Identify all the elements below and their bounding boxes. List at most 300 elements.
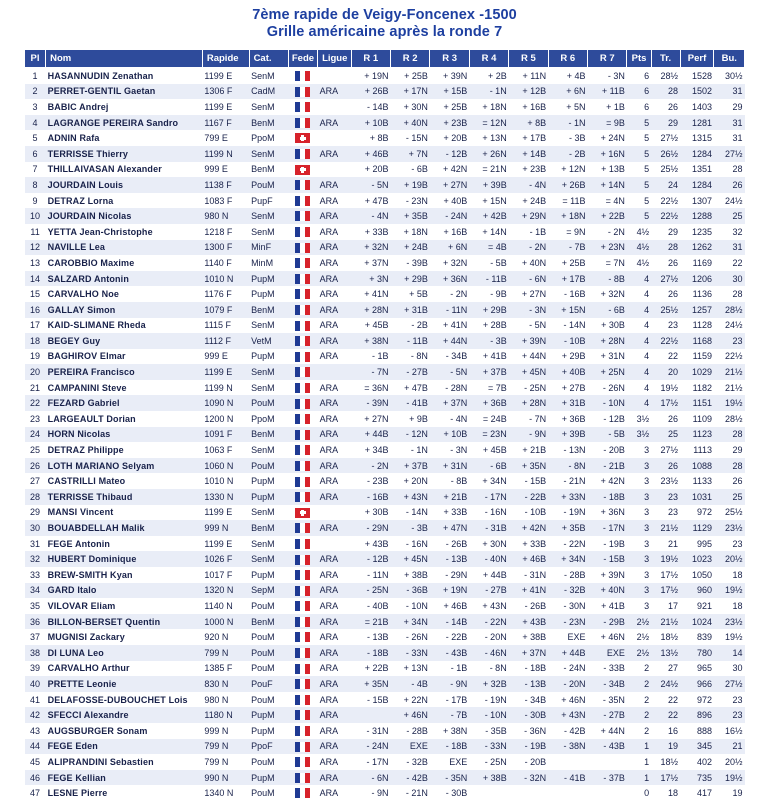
player-rating: 1306 F [204,86,233,97]
player-rating: 1330 N [204,491,234,502]
player-performance: 921 [696,600,712,611]
column-header-r2[interactable]: R 2 [390,50,429,68]
table-row [25,302,745,318]
table-row [25,380,745,396]
player-rating: 1091 F [204,429,233,440]
player-league: ARA [319,226,339,237]
column-header-r4[interactable]: R 4 [469,50,508,68]
player-rank: 36 [30,616,41,627]
round-7-result: - 10N [602,398,625,409]
round-6-result: - 2B [569,148,586,159]
player-league: ARA [319,148,339,159]
player-rank: 25 [30,445,41,456]
player-buchholz: 28½ [724,304,743,315]
round-6-result: + 33N [561,491,586,502]
round-4-result: - 33N [484,741,507,752]
round-2-result: - 16N [405,538,428,549]
round-2-result: - 12N [405,429,428,440]
round-2-result: - 11B [407,335,428,346]
player-performance: 1050 [691,569,712,580]
round-7-result: - 18B [603,491,625,502]
round-7-result: = 4N [605,195,625,206]
round-3-result: + 23B [443,117,468,128]
player-buchholz: 19½ [724,632,743,643]
round-1-result: - 12B [366,554,389,565]
player-performance: 402 [696,756,712,767]
round-6-result: + 18N [561,211,586,222]
round-1-result: + 33B [364,226,389,237]
table-row [25,193,745,209]
player-performance: 965 [696,663,712,674]
player-name: BEGEY Guy [47,335,101,346]
table-row [25,458,745,474]
table-body [25,68,745,801]
player-performance: 780 [696,647,712,658]
player-tiebreak: 17 [668,600,679,611]
player-name: CASTRILLI Mateo [47,476,126,487]
round-1-result: + 30B [364,507,389,518]
column-header-pl[interactable]: Pl [25,50,46,68]
round-5-result: + 44N [521,351,547,362]
flag-france-icon [295,664,310,674]
column-header-cat[interactable]: Cat. [249,50,288,68]
player-federation [288,255,317,271]
round-2-result: + 22N [403,694,428,705]
player-rank: 42 [30,710,41,721]
player-rating: 1112 F [204,335,232,346]
round-3-result: - 28N [445,382,468,393]
player-federation [288,661,317,677]
table-row [25,520,745,536]
round-5-result: - 5N [529,320,547,331]
flag-france-icon [295,196,310,206]
round-1-result: + 37N [364,257,389,268]
round-4-result: + 37B [482,367,507,378]
player-federation [288,520,317,536]
player-buchholz: 30 [732,273,743,284]
player-federation [288,349,317,365]
round-7-result: - 26N [602,382,625,393]
player-buchholz: 25 [732,491,743,502]
player-league: ARA [319,756,339,767]
player-category: BenM [251,429,275,440]
column-header-r1[interactable]: R 1 [351,50,390,68]
player-buchholz: 27½ [724,148,743,159]
table-row [25,146,745,162]
round-4-result [469,785,508,801]
player-rating: 799 N [204,741,229,752]
round-2-result: + 35B [404,211,428,222]
table-row [25,318,745,334]
player-points: 4½ [636,226,650,237]
player-points: 5 [644,148,650,159]
player-rank: 13 [30,257,41,268]
column-header-perf[interactable]: Perf [680,50,714,68]
player-league: ARA [319,86,339,97]
round-7-result: + 46N [600,632,625,643]
round-1-result: - 6N [371,772,389,783]
round-3-result: - 18B [445,741,468,752]
player-name: AUGSBURGER Sonam [47,725,148,736]
player-buchholz: 28½ [724,413,743,424]
round-4-result: - 9B [490,289,507,300]
table-row [25,645,745,661]
column-header-fede[interactable]: Fede [288,50,317,68]
player-rating: 1140 N [204,600,233,611]
round-4-result: + 26N [482,148,507,159]
player-rating: 999 N [204,523,229,534]
player-category: PupM [251,476,275,487]
player-league: ARA [319,335,339,346]
flag-france-icon [295,289,310,299]
player-league [318,130,352,146]
round-4-result: = 23N [482,429,507,440]
table-row [25,505,745,521]
table-header-row [25,50,745,68]
column-header-tr[interactable]: Tr. [651,50,680,68]
player-name: MUGNISI Zackary [47,632,125,643]
round-5-result: + 23B [522,164,547,175]
player-name: BOUABDELLAH Malik [47,523,145,534]
round-5-result: + 11N [522,70,547,81]
player-tiebreak: 29 [668,226,679,237]
player-buchholz: 26 [732,179,743,190]
player-tiebreak: 27 [668,663,679,674]
round-7-result: + 13B [601,164,625,175]
player-rank: 43 [30,725,41,736]
round-2-result: + 30N [403,101,428,112]
player-rating: 1385 F [204,663,233,674]
table-row [25,286,745,302]
player-league: ARA [319,600,339,611]
flag-switzerland-icon [295,508,310,518]
column-header-r6[interactable]: R 6 [548,50,587,68]
round-6-result: - 13N [563,445,586,456]
player-category: PouM [251,632,275,643]
player-buchholz: 28 [732,429,743,440]
player-points: 4 [644,367,650,378]
player-federation [288,364,317,380]
round-4-result: - 19N [484,694,507,705]
round-7-result: + 39N [600,569,625,580]
player-points: 4 [644,320,650,331]
round-3-result: + 27N [443,179,468,190]
player-tiebreak: 27½ [660,273,679,284]
round-6-result: + 25B [561,257,586,268]
player-tiebreak: 26½ [660,148,679,159]
round-7-result: - 34B [603,678,625,689]
player-points: 4 [644,335,650,346]
player-federation [288,645,317,661]
player-tiebreak: 24 [668,179,679,190]
round-1-result: - 9N [371,788,389,799]
round-3-result: + 21B [443,491,468,502]
player-federation [288,770,317,786]
player-category: SenM [251,101,275,112]
player-league [318,364,352,380]
round-6-result: = 11B [562,195,586,206]
round-3-result: + 36N [443,273,468,284]
round-5-result: - 32N [524,772,547,783]
round-2-result: + 24B [404,242,428,253]
round-5-result: + 16B [522,101,547,112]
round-5-result: - 3N [529,304,547,315]
player-performance: 1262 [691,242,712,253]
player-category: PupM [251,351,275,362]
player-rank: 18 [30,335,41,346]
round-7-result: - 21B [603,460,625,471]
player-league: ARA [319,569,339,580]
player-performance: 1031 [691,491,712,502]
player-buchholz: 31 [732,86,743,97]
round-5-result: + 37N [521,647,547,658]
round-6-result: + 17B [561,273,586,284]
round-1-result: + 38N [364,335,389,346]
player-points: 3 [644,445,650,456]
round-3-result: - 2N [450,289,468,300]
round-5-result: - 15B [524,476,547,487]
round-5-result: + 33B [522,538,547,549]
round-5-result: + 14B [522,148,547,159]
flag-france-icon [295,71,310,81]
player-name: FEZARD Gabriel [47,398,120,409]
player-buchholz: 20½ [724,554,743,565]
player-performance: 1257 [691,304,712,315]
player-points: 3½ [636,429,650,440]
player-rank: 45 [30,756,41,767]
player-rank: 22 [30,398,41,409]
round-4-result: - 31B [485,523,507,534]
table-row [25,676,745,692]
player-buchholz: 19½ [724,772,743,783]
round-2-result: + 5B [409,289,428,300]
player-federation [288,193,317,209]
player-buchholz: 23 [732,694,743,705]
player-performance: 417 [696,788,712,799]
page-title [0,0,769,41]
player-federation [288,723,317,739]
player-federation [288,489,317,505]
round-6-result: = 9N [566,226,586,237]
player-performance: 1351 [691,164,712,175]
player-name: DI LUNA Leo [47,647,104,658]
round-6-result [548,754,587,770]
flag-france-icon [295,149,310,159]
round-7-result: - 5B [608,429,625,440]
player-league: ARA [319,491,339,502]
player-federation [288,99,317,115]
round-7-result: - 20B [603,445,625,456]
round-5-result: + 28N [521,398,547,409]
round-3-result: - 7B [450,710,468,721]
player-rating: 1300 F [204,242,233,253]
player-points: 3 [644,585,650,596]
player-tiebreak: 25½ [660,304,679,315]
round-4-result: + 2B [487,70,507,81]
round-5-result: - 20B [524,756,547,767]
player-buchholz: 23½ [724,616,743,627]
player-league: ARA [319,678,339,689]
round-2-result: + 7N [408,148,428,159]
player-name: CAMPANINI Steve [47,382,127,393]
flag-france-icon [295,180,310,190]
round-1-result: + 44B [364,429,389,440]
player-federation [288,271,317,287]
player-tiebreak: 21½ [660,616,679,627]
column-header-bu[interactable]: Bu. [714,50,745,68]
round-2-result: - 27B [406,367,428,378]
table-row [25,208,745,224]
player-rank: 46 [30,772,41,783]
player-tiebreak: 21 [668,538,679,549]
player-performance: 1088 [691,460,712,471]
flag-france-icon [295,710,310,720]
round-6-result: + 44B [561,647,586,658]
round-7-result: + 23N [600,242,625,253]
player-category: PouM [251,694,275,705]
column-header-ligue[interactable]: Ligue [318,50,352,68]
round-7-result: - 43B [603,741,625,752]
player-rank: 27 [30,476,41,487]
round-5-result [509,785,548,801]
round-6-result: - 3B [569,133,586,144]
player-category: PpoF [251,741,273,752]
player-federation [288,130,317,146]
table-row [25,754,745,770]
round-2-result: - 36B [406,585,428,596]
round-3-result: + 19N [443,585,468,596]
column-header-r3[interactable]: R 3 [430,50,469,68]
round-4-result: - 1N [489,86,507,97]
round-6-result: + 36B [561,413,586,424]
flag-france-icon [295,523,310,533]
player-performance: 1133 [692,476,712,487]
round-6-result: + 15N [561,304,586,315]
round-1-result: - 17N [366,756,389,767]
player-federation [288,302,317,318]
player-performance: 1528 [691,70,712,81]
player-tiebreak: 13½ [660,647,679,658]
player-name: BILLON-BERSET Quentin [47,616,161,627]
round-2-result: + 29B [404,273,428,284]
player-points: 4 [644,304,650,315]
player-name: THILLAIVASAN Alexander [47,164,162,175]
player-federation [288,505,317,521]
round-3-result: - 8B [450,476,468,487]
player-league: ARA [319,351,339,362]
player-performance: 1113 [693,445,712,456]
round-7-result [588,785,627,801]
player-buchholz: 28 [732,164,743,175]
player-points: 5 [644,117,650,128]
round-1-result: - 39N [366,398,389,409]
player-performance: 1182 [692,382,712,393]
player-buchholz: 31 [732,117,743,128]
round-5-result: + 27N [521,289,547,300]
round-7-result: + 36N [600,507,625,518]
player-points: 4½ [636,257,650,268]
player-league: ARA [319,663,339,674]
round-1-result: - 2N [371,460,389,471]
round-7-result [588,754,627,770]
player-points: 5 [644,179,650,190]
player-buchholz: 32 [732,226,743,237]
player-league: ARA [319,179,339,190]
player-rank: 38 [30,647,41,658]
player-name: LAGRANGE PEREIRA Sandro [47,117,179,128]
round-4-result: - 35B [485,725,507,736]
round-4-result: + 29B [482,304,507,315]
table-row [25,583,745,599]
column-header-nom[interactable]: Nom [46,50,203,68]
round-5-result: - 1B [529,226,547,237]
player-federation [288,318,317,334]
player-performance: 1123 [692,429,712,440]
round-4-result: - 46N [484,647,507,658]
player-federation [288,208,317,224]
player-name: MANSI Vincent [47,507,114,518]
player-tiebreak: 28 [668,86,679,97]
player-performance: 839 [696,632,712,643]
player-performance: 1502 [691,86,712,97]
player-name: ALIPRANDINI Sebastien [47,756,154,767]
player-rank: 34 [30,585,41,596]
player-points: 2 [644,710,650,721]
player-tiebreak: 18 [668,788,679,799]
round-3-result: - 29N [445,569,468,580]
player-category: SenM [251,367,275,378]
player-rank: 21 [30,382,41,393]
player-buchholz: 18 [732,569,743,580]
flag-france-icon [295,679,310,689]
round-1-result: + 10B [364,117,389,128]
column-header-r7[interactable]: R 7 [588,50,627,68]
standings-table [24,49,745,801]
player-rank: 35 [30,600,41,611]
player-name: FEGE Kellian [47,772,106,783]
round-7-result: + 16N [600,148,625,159]
player-points: 2 [644,725,650,736]
flag-france-icon [295,445,310,455]
player-category: SenM [251,554,275,565]
flag-france-icon [295,274,310,284]
flag-france-icon [295,258,310,268]
round-7-result: - 37B [603,772,625,783]
column-header-r5[interactable]: R 5 [509,50,548,68]
round-2-result: - 6B [411,164,428,175]
column-header-rapide[interactable]: Rapide [202,50,249,68]
player-category: PouM [251,460,275,471]
round-2-result: - 14N [405,507,428,518]
player-federation [288,84,317,100]
player-rank: 6 [32,148,38,159]
player-rank: 19 [30,351,41,362]
column-header-pts[interactable]: Pts [627,50,651,68]
flag-france-icon [295,695,310,705]
flag-france-icon [295,414,310,424]
round-7-result: - 8B [608,273,625,284]
player-league: ARA [319,304,339,315]
player-name: SFECCI Alexandre [47,710,129,721]
round-1-result: - 16B [366,491,389,502]
round-3-result: - 12B [445,148,468,159]
round-7-result: - 15B [603,554,625,565]
round-2-result: + 13N [403,663,428,674]
player-points: 3 [644,460,650,471]
round-2-result: - 21N [405,788,428,799]
flag-france-icon [295,305,310,315]
player-performance: 995 [696,538,712,549]
